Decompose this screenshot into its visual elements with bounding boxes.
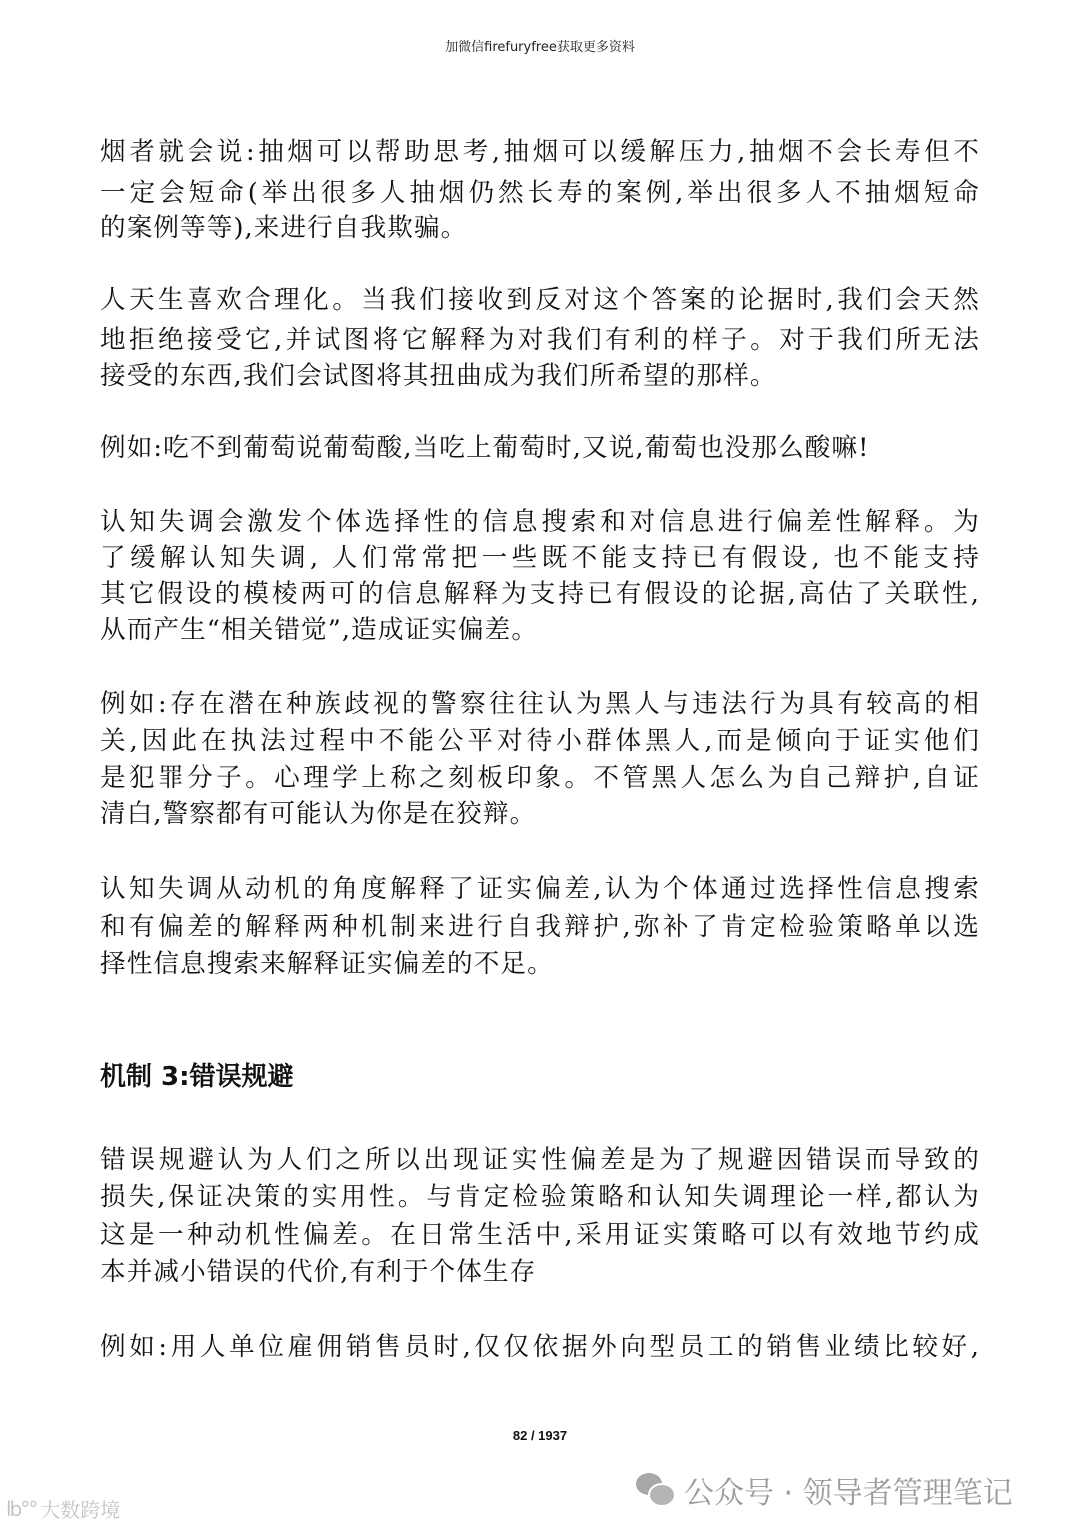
paragraph-line: 接受的东西,我们会试图将其扭曲成为我们所希望的那样。 — [100, 361, 777, 391]
paragraph-line: 的案例等等),来进行自我欺骗。 — [100, 213, 468, 243]
paragraph-line: 这是一种动机性偏差。在日常生活中,采用证实策略可以有效地节约成 — [100, 1220, 980, 1250]
paragraph-line: 认知失调从动机的角度解释了证实偏差,认为个体通过选择性信息搜索 — [100, 874, 980, 904]
wechat-watermark — [636, 1468, 1013, 1512]
paragraph-line: 例如:用人单位雇佣销售员时,仅仅依据外向型员工的销售业绩比较好, — [100, 1332, 980, 1362]
corner-watermark-text: 大数跨境 — [40, 1498, 121, 1522]
paragraph-line: 和有偏差的解释两种机制来进行自我辩护,弥补了肯定检验策略单以选 — [100, 912, 980, 942]
brand-logo-icon: lb°° — [6, 1496, 37, 1521]
wechat-icon — [636, 1473, 676, 1507]
paragraph-line: 错误规避认为人们之所以出现证实性偏差是为了规避因错误而导致的 — [100, 1145, 980, 1175]
paragraph-line: 损失,保证决策的实用性。与肯定检验策略和认知失调理论一样,都认为 — [100, 1182, 980, 1212]
corner-watermark — [6, 1494, 120, 1523]
paragraph-line: 了缓解认知失调, 人们常常把一些既不能支持已有假设, 也不能支持 — [100, 543, 980, 573]
paragraph-line: 例如:存在潜在种族歧视的警察往往认为黑人与违法行为具有较高的相 — [100, 689, 980, 719]
paragraph-line: 其它假设的模棱两可的信息解释为支持已有假设的论据,高估了关联性, — [100, 579, 980, 609]
page-header-watermark: 加微信firefuryfree获取更多资料 — [445, 40, 635, 55]
page-number: 82 / 1937 — [512, 1428, 568, 1443]
paragraph-line: 是犯罪分子。心理学上称之刻板印象。不管黑人怎么为自己辩护,自证 — [100, 763, 980, 793]
paragraph-line: 本并减小错误的代价,有利于个体生存 — [100, 1257, 537, 1287]
paragraph-line: 地拒绝接受它,并试图将它解释为对我们有利的样子。对于我们所无法 — [100, 325, 980, 355]
paragraph-line: 认知失调会激发个体选择性的信息搜索和对信息进行偏差性解释。为 — [100, 507, 980, 537]
paragraph-line: 烟者就会说:抽烟可以帮助思考,抽烟可以缓解压力,抽烟不会长寿但不 — [100, 137, 980, 167]
paragraph-line: 择性信息搜索来解释证实偏差的不足。 — [100, 949, 554, 979]
section-heading: 机制 3:错误规避 — [100, 1062, 294, 1092]
paragraph-line: 例如:吃不到葡萄说葡萄酸,当吃上葡萄时,又说,葡萄也没那么酸嘛! — [100, 433, 870, 463]
paragraph-line: 一定会短命(举出很多人抽烟仍然长寿的案例,举出很多人不抽烟短命 — [100, 178, 980, 208]
paragraph-line: 清白,警察都有可能认为你是在狡辩。 — [100, 799, 537, 829]
paragraph-line: 从而产生“相关错觉”,造成证实偏差。 — [100, 615, 539, 645]
paragraph-line: 人天生喜欢合理化。当我们接收到反对这个答案的论据时,我们会天然 — [100, 285, 980, 315]
wechat-watermark-text: 公众号 · 领导者管理笔记 — [684, 1476, 1013, 1511]
paragraph-line: 关,因此在执法过程中不能公平对待小群体黑人,而是倾向于证实他们 — [100, 726, 980, 756]
